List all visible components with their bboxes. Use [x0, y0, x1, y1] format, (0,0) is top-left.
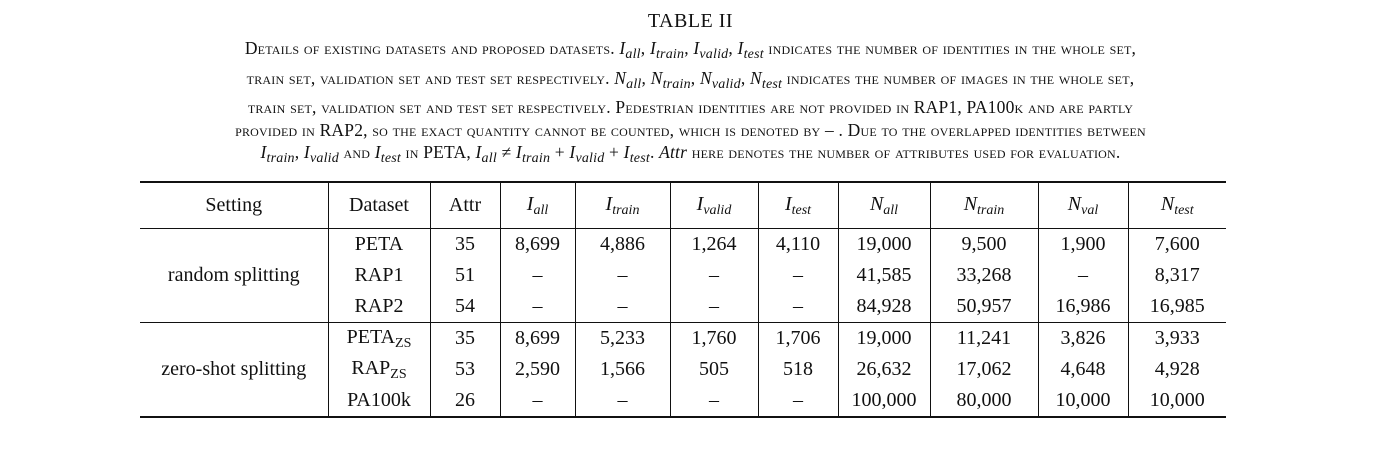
cell-i-test: 518 — [758, 354, 838, 385]
cell-attr: 26 — [430, 385, 500, 417]
cell-i-all: – — [500, 291, 575, 323]
cell-n-all: 100,000 — [838, 385, 930, 417]
cell-i-train: – — [575, 260, 670, 291]
cell-i-valid: 1,760 — [670, 323, 758, 355]
dataset-cell — [328, 323, 430, 355]
header-i-train: $I_{train}$ — [575, 182, 670, 229]
cell-i-all: 8,699 — [500, 323, 575, 355]
header-dataset: Dataset — [328, 182, 430, 229]
cell-i-test: – — [758, 385, 838, 417]
cell-n-test: 10,000 — [1128, 385, 1226, 417]
cell-n-all: 19,000 — [838, 229, 930, 261]
header-i-test: $I_{test}$ — [758, 182, 838, 229]
cell-n-val: 3,826 — [1038, 323, 1128, 355]
dataset-cell — [328, 260, 430, 291]
dataset-name: RAP — [351, 356, 391, 379]
dataset-subscript: ZS — [390, 366, 407, 382]
dataset-name: RAP2 — [354, 295, 404, 317]
dataset-cell — [328, 385, 430, 417]
cell-i-all: – — [500, 260, 575, 291]
cell-n-test: 4,928 — [1128, 354, 1226, 385]
cell-i-valid: – — [670, 291, 758, 323]
cell-i-test: – — [758, 291, 838, 323]
dataset-name: PETA — [346, 325, 396, 348]
caption-line-1: Details of existing datasets and proposed datasets. $I_{all}$, $I_{train}$, $I_{valid}$, $I_{test}$ indicates the number of identities in the whole set, — [244, 38, 1137, 62]
cell-n-all: 19,000 — [838, 323, 930, 355]
cell-n-test: 3,933 — [1128, 323, 1226, 355]
cell-n-test: 7,600 — [1128, 229, 1226, 261]
caption-line-4: provided in RAP2, so the exact quantity cannot be counted, which is denoted by – . Due to the overlapped identities between — [235, 119, 1146, 140]
cell-n-train: 17,062 — [930, 354, 1038, 385]
cell-i-valid: 505 — [670, 354, 758, 385]
dataset-cell — [328, 354, 430, 385]
cell-i-all: – — [500, 385, 575, 417]
cell-i-train: – — [575, 385, 670, 417]
cell-i-test: – — [758, 260, 838, 291]
header-row — [140, 182, 1226, 229]
setting-cell: zero-shot splitting — [161, 358, 307, 380]
cell-i-train: 4,886 — [575, 229, 670, 261]
cell-attr: 51 — [430, 260, 500, 291]
dataset-name: RAP1 — [354, 264, 404, 286]
cell-n-val: 4,648 — [1038, 354, 1128, 385]
table-row — [140, 323, 1226, 355]
cell-i-test: 4,110 — [758, 229, 838, 261]
dataset-cell — [328, 229, 430, 261]
cell-n-val: 16,986 — [1038, 291, 1128, 323]
cell-n-all: 41,585 — [838, 260, 930, 291]
cell-i-train: 5,233 — [575, 323, 670, 355]
cell-i-train: – — [575, 291, 670, 323]
header-n-val: $N_{val}$ — [1038, 182, 1128, 229]
dataset-name: PA100k — [347, 389, 411, 411]
cell-attr: 54 — [430, 291, 500, 323]
cell-i-test: 1,706 — [758, 323, 838, 355]
cell-i-all: 2,590 — [500, 354, 575, 385]
table-row — [140, 229, 1226, 261]
cell-n-train: 50,957 — [930, 291, 1038, 323]
cell-attr: 35 — [430, 323, 500, 355]
header-n-train: $N_{train}$ — [930, 182, 1038, 229]
header-attr: Attr — [430, 182, 500, 229]
cell-n-all: 26,632 — [838, 354, 930, 385]
header-setting: Setting — [205, 194, 263, 216]
table-title: TABLE II — [647, 10, 734, 32]
cell-i-valid: 1,264 — [670, 229, 758, 261]
dataset-subscript: ZS — [395, 335, 412, 351]
caption-line-5: $I_{train}$, $I_{valid}$ and $I_{test}$ in PETA, $I_{all} \ne I_{train} + I_{valid} + I_{test}$. Attr here denotes the number of attributes used for evaluation. — [260, 142, 1121, 166]
cell-attr: 35 — [430, 229, 500, 261]
cell-n-val: 1,900 — [1038, 229, 1128, 261]
cell-n-test: 8,317 — [1128, 260, 1226, 291]
cell-n-all: 84,928 — [838, 291, 930, 323]
dataset-name: PETA — [354, 233, 404, 255]
cell-n-train: 80,000 — [930, 385, 1038, 417]
cell-n-val: – — [1038, 260, 1128, 291]
cell-n-train: 9,500 — [930, 229, 1038, 261]
datasets-table — [140, 181, 1226, 418]
cell-i-valid: – — [670, 260, 758, 291]
cell-n-train: 33,268 — [930, 260, 1038, 291]
setting-cell: random splitting — [167, 264, 300, 286]
table-caption — [21, 37, 1361, 171]
cell-n-test: 16,985 — [1128, 291, 1226, 323]
cell-i-valid: – — [670, 385, 758, 417]
cell-attr: 53 — [430, 354, 500, 385]
header-n-test: $N_{test}$ — [1128, 182, 1226, 229]
header-i-all: $I_{all}$ — [500, 182, 575, 229]
cell-i-train: 1,566 — [575, 354, 670, 385]
caption-line-2: train set, validation set and test set respectively. $N_{all}$, $N_{train}$, $N_{valid}$, $N_{test}$ indicates the number of images in the whole set, — [246, 67, 1135, 92]
header-n-all: $N_{all}$ — [838, 182, 930, 229]
caption-line-3: train set, validation set and test set respectively. Pedestrian identities are not provided in RAP1, PA100k and are partly — [247, 97, 1134, 117]
cell-n-val: 10,000 — [1038, 385, 1128, 417]
cell-i-all: 8,699 — [500, 229, 575, 261]
header-i-valid: $I_{valid}$ — [670, 182, 758, 229]
dataset-cell — [328, 291, 430, 323]
cell-n-train: 11,241 — [930, 323, 1038, 355]
